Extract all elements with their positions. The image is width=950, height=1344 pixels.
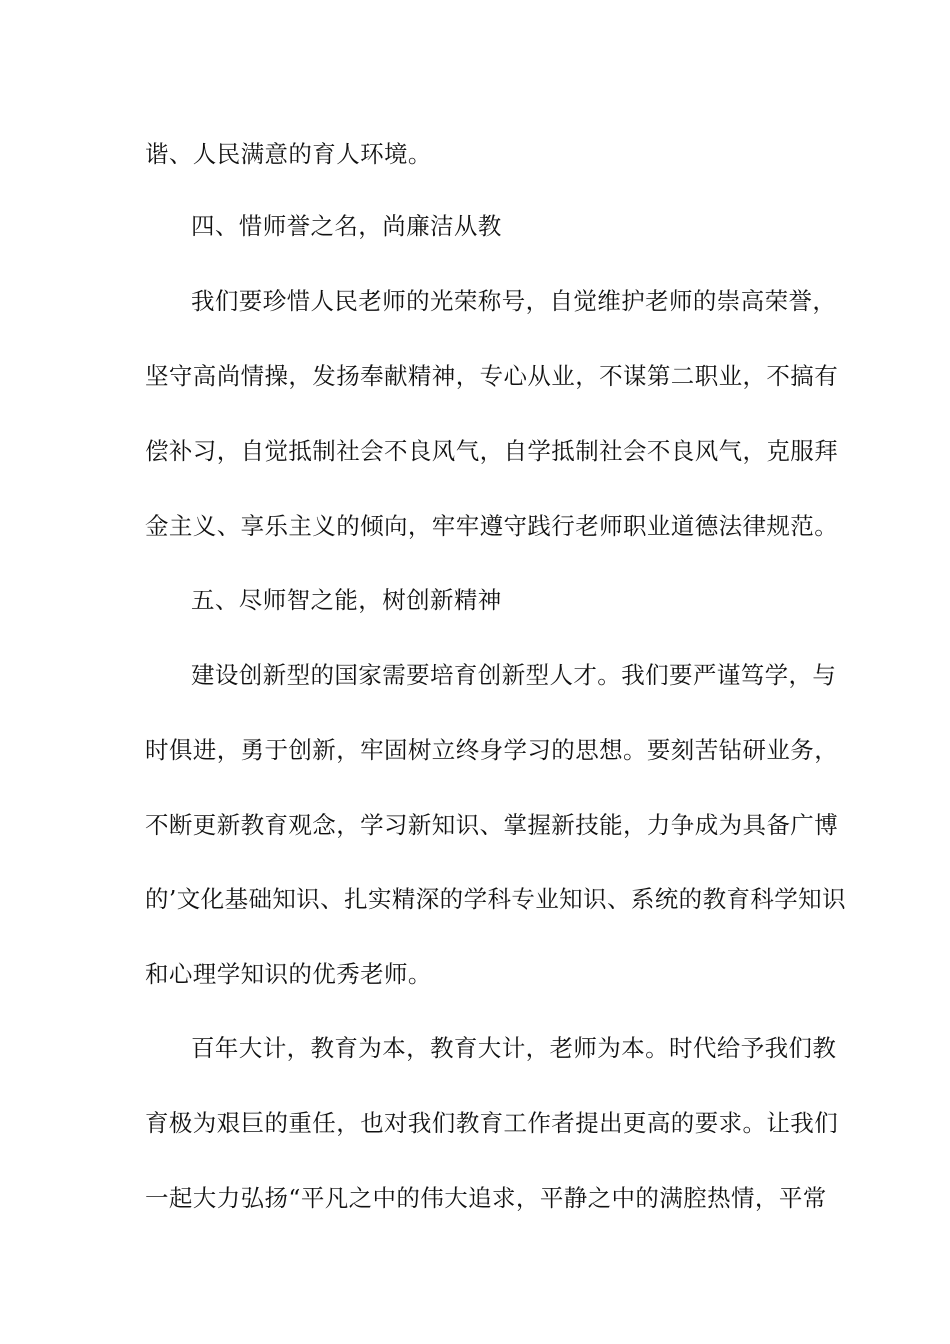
paragraph-line: 时俱进，勇于创新，牢固树立终身学习的思想。要刻苦钻研业务， bbox=[145, 736, 839, 764]
paragraph-line: 我们要珍惜人民老师的光荣称号，自觉维护老师的崇高荣誉， bbox=[191, 287, 837, 315]
paragraph-line: 一起大力弘扬“平凡之中的伟大追求，平静之中的满腔热情，平常 bbox=[145, 1184, 827, 1212]
paragraph-line: 不断更新教育观念，学习新知识、掌握新技能，力争成为具备广博 bbox=[145, 811, 839, 839]
paragraph-line: 谐、人民满意的育人环境。 bbox=[145, 140, 432, 168]
section-heading: 四、惜师誉之名，尚廉洁从教 bbox=[191, 212, 502, 240]
paragraph-line: 金主义、享乐主义的倾向，牢牢遵守践行老师职业道德法律规范。 bbox=[145, 512, 839, 540]
paragraph-line: 育极为艰巨的重任，也对我们教育工作者提出更高的要求。让我们 bbox=[145, 1109, 839, 1137]
paragraph-line: 和心理学知识的优秀老师。 bbox=[145, 960, 432, 988]
paragraph-line: 的’文化基础知识、扎实精深的学科专业知识、系统的教育科学知识 bbox=[145, 885, 846, 913]
paragraph-line: 建设创新型的国家需要培育创新型人才。我们要严谨笃学，与 bbox=[191, 661, 837, 689]
section-heading: 五、尽师智之能，树创新精神 bbox=[191, 586, 502, 614]
paragraph-line: 坚守高尚情操，发扬奉献精神，专心从业，不谋第二职业，不搞有 bbox=[145, 362, 839, 390]
paragraph-line: 偿补习，自觉抵制社会不良风气，自学抵制社会不良风气，克服拜 bbox=[145, 437, 839, 465]
paragraph-line: 百年大计，教育为本，教育大计，老师为本。时代给予我们教 bbox=[191, 1034, 837, 1062]
